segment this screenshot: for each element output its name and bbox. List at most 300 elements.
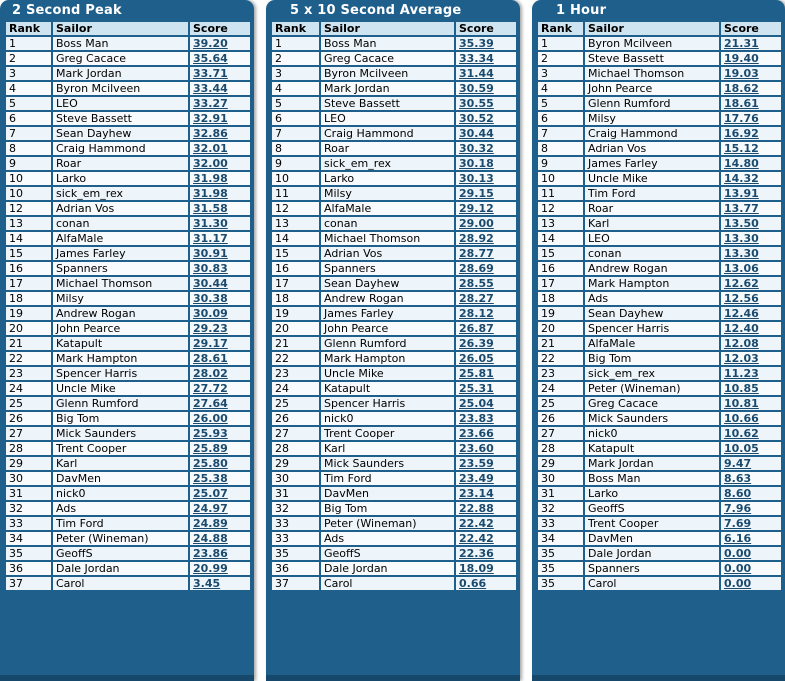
rank-cell: 30 [5, 471, 52, 486]
sailor-cell: Tim Ford [320, 471, 455, 486]
table-row [537, 66, 782, 81]
rank-cell: 7 [271, 126, 320, 141]
table-row [537, 351, 782, 366]
sailor-header: Sailor [320, 21, 455, 36]
rank-cell: 12 [271, 201, 320, 216]
score-link[interactable]: 12.40 [720, 321, 782, 336]
rank-cell: 25 [271, 396, 320, 411]
score-link[interactable]: 30.09 [189, 306, 251, 321]
score-link[interactable]: 29.17 [189, 336, 251, 351]
score-header: Score [455, 21, 517, 36]
table-row [5, 66, 251, 81]
score-link[interactable]: 32.01 [189, 141, 251, 156]
rank-cell: 3 [271, 66, 320, 81]
score-link[interactable]: 23.60 [455, 441, 517, 456]
table-row [271, 291, 517, 306]
score-link[interactable]: 28.61 [189, 351, 251, 366]
score-link[interactable]: 32.91 [189, 111, 251, 126]
score-link[interactable]: 7.96 [720, 501, 782, 516]
table-row [537, 141, 782, 156]
rank-cell: 6 [271, 111, 320, 126]
table-row [271, 111, 517, 126]
table-row [271, 486, 517, 501]
rank-cell: 23 [271, 366, 320, 381]
sailor-cell: Mick Saunders [320, 456, 455, 471]
rank-cell: 35 [537, 561, 584, 576]
score-link[interactable]: 31.98 [189, 171, 251, 186]
score-link[interactable]: 29.23 [189, 321, 251, 336]
sailor-cell: Steve Bassett [320, 96, 455, 111]
score-link[interactable]: 27.72 [189, 381, 251, 396]
sailor-cell: James Farley [320, 306, 455, 321]
sailor-cell: Dale Jordan [320, 561, 455, 576]
score-link[interactable]: 30.13 [455, 171, 517, 186]
rank-cell: 24 [5, 381, 52, 396]
rank-cell: 21 [537, 336, 584, 351]
rank-cell: 13 [271, 216, 320, 231]
sailor-cell: Larko [320, 171, 455, 186]
table-row [537, 501, 782, 516]
score-link[interactable]: 28.69 [455, 261, 517, 276]
leaderboard-table [4, 20, 252, 592]
sailor-cell: Larko [52, 171, 189, 186]
score-link[interactable]: 23.86 [189, 546, 251, 561]
score-link[interactable]: 30.52 [455, 111, 517, 126]
score-link[interactable]: 30.55 [455, 96, 517, 111]
table-row [537, 126, 782, 141]
rank-cell: 5 [271, 96, 320, 111]
score-link[interactable]: 13.30 [720, 246, 782, 261]
table-row [271, 231, 517, 246]
sailor-header: Sailor [584, 21, 720, 36]
score-link[interactable]: 31.58 [189, 201, 251, 216]
rank-cell: 6 [537, 111, 584, 126]
score-link[interactable]: 13.30 [720, 231, 782, 246]
rank-cell: 35 [271, 546, 320, 561]
rank-cell: 24 [271, 381, 320, 396]
score-link[interactable]: 24.88 [189, 531, 251, 546]
sailor-cell: Peter (Wineman) [52, 531, 189, 546]
score-link[interactable]: 32.86 [189, 126, 251, 141]
table-row [271, 141, 517, 156]
table-row [5, 531, 251, 546]
sailor-cell: nick0 [584, 426, 720, 441]
score-link[interactable]: 23.49 [455, 471, 517, 486]
score-link[interactable]: 31.17 [189, 231, 251, 246]
table-row [271, 351, 517, 366]
table-row [271, 336, 517, 351]
score-link[interactable]: 30.44 [455, 126, 517, 141]
rank-cell: 31 [5, 486, 52, 501]
score-link[interactable]: 0.00 [720, 546, 782, 561]
sailor-cell: Trent Cooper [584, 516, 720, 531]
rank-cell: 14 [5, 231, 52, 246]
sailor-cell: Boss Man [584, 471, 720, 486]
score-link[interactable]: 23.66 [455, 426, 517, 441]
sailor-cell: John Pearce [52, 321, 189, 336]
rank-cell: 35 [537, 546, 584, 561]
table-row [5, 381, 251, 396]
score-link[interactable]: 30.59 [455, 81, 517, 96]
table-row [271, 186, 517, 201]
panel-title: 5 x 10 Second Average [290, 3, 462, 18]
sailor-cell: John Pearce [584, 81, 720, 96]
table-row [5, 141, 251, 156]
score-link[interactable]: 22.88 [455, 501, 517, 516]
rank-header: Rank [271, 21, 320, 36]
table-row [537, 486, 782, 501]
table-row [537, 81, 782, 96]
score-link[interactable]: 23.59 [455, 456, 517, 471]
rank-cell: 29 [5, 456, 52, 471]
score-link[interactable]: 29.12 [455, 201, 517, 216]
score-link[interactable]: 12.62 [720, 276, 782, 291]
rank-cell: 26 [271, 411, 320, 426]
rank-cell: 33 [271, 531, 320, 546]
table-row [271, 81, 517, 96]
sailor-cell: LEO [584, 231, 720, 246]
table-row [271, 51, 517, 66]
rank-cell: 29 [271, 456, 320, 471]
score-link[interactable]: 18.61 [720, 96, 782, 111]
sailor-cell: DavMen [52, 471, 189, 486]
score-link[interactable]: 30.18 [455, 156, 517, 171]
rank-cell: 4 [5, 81, 52, 96]
table-row [5, 51, 251, 66]
score-link[interactable]: 29.00 [455, 216, 517, 231]
sailor-cell: Sean Dayhew [52, 126, 189, 141]
score-link[interactable]: 35.64 [189, 51, 251, 66]
sailor-cell: GeoffS [584, 501, 720, 516]
score-link[interactable]: 31.30 [189, 216, 251, 231]
table-row [5, 351, 251, 366]
sailor-cell: Katapult [584, 441, 720, 456]
table-row [537, 531, 782, 546]
score-link[interactable]: 18.09 [455, 561, 517, 576]
score-link[interactable]: 13.06 [720, 261, 782, 276]
table-row [271, 96, 517, 111]
table-row [537, 306, 782, 321]
sailor-cell: GeoffS [52, 546, 189, 561]
rank-cell: 7 [5, 126, 52, 141]
score-link[interactable]: 17.76 [720, 111, 782, 126]
table-row [271, 201, 517, 216]
sailor-cell: LEO [320, 111, 455, 126]
table-row [537, 321, 782, 336]
table-row [5, 561, 251, 576]
score-link[interactable]: 0.00 [720, 576, 782, 591]
score-link[interactable]: 35.39 [455, 36, 517, 51]
score-link[interactable]: 24.97 [189, 501, 251, 516]
sailor-cell: Michael Thomson [320, 231, 455, 246]
score-link[interactable]: 3.45 [189, 576, 251, 591]
table-row [5, 111, 251, 126]
score-link[interactable]: 24.89 [189, 516, 251, 531]
rank-cell: 30 [271, 471, 320, 486]
rank-cell: 37 [271, 576, 320, 591]
sailor-cell: GeoffS [320, 546, 455, 561]
rank-cell: 23 [5, 366, 52, 381]
score-link[interactable]: 23.83 [455, 411, 517, 426]
header-row [537, 21, 782, 36]
sailor-cell: Sean Dayhew [584, 306, 720, 321]
sailor-cell: Byron Mcilveen [320, 66, 455, 81]
rank-cell: 8 [537, 141, 584, 156]
table-row [537, 411, 782, 426]
sailor-cell: DavMen [584, 531, 720, 546]
rank-cell: 21 [5, 336, 52, 351]
table-row [5, 96, 251, 111]
score-link[interactable]: 25.07 [189, 486, 251, 501]
rank-cell: 36 [271, 561, 320, 576]
rank-cell: 8 [5, 141, 52, 156]
rank-cell: 15 [5, 246, 52, 261]
sailor-cell: Uncle Mike [52, 381, 189, 396]
score-link[interactable]: 28.27 [455, 291, 517, 306]
score-link[interactable]: 25.31 [455, 381, 517, 396]
score-link[interactable]: 7.69 [720, 516, 782, 531]
sailor-cell: Trent Cooper [320, 426, 455, 441]
score-link[interactable]: 12.03 [720, 351, 782, 366]
score-link[interactable]: 8.60 [720, 486, 782, 501]
rank-cell: 19 [271, 306, 320, 321]
sailor-cell: sick_em_rex [52, 186, 189, 201]
leaderboard-panel-1-hour [532, 0, 785, 681]
sailor-header: Sailor [52, 21, 189, 36]
score-link[interactable]: 25.80 [189, 456, 251, 471]
rank-cell: 4 [271, 81, 320, 96]
score-link[interactable]: 10.62 [720, 426, 782, 441]
sailor-cell: Carol [584, 576, 720, 591]
score-link[interactable]: 19.40 [720, 51, 782, 66]
rank-cell: 28 [5, 441, 52, 456]
sailor-cell: Mark Hampton [584, 276, 720, 291]
score-link[interactable]: 0.00 [720, 561, 782, 576]
table-row [537, 171, 782, 186]
score-link[interactable]: 12.46 [720, 306, 782, 321]
table-row [271, 501, 517, 516]
table-row [5, 261, 251, 276]
sailor-cell: James Farley [584, 156, 720, 171]
score-link[interactable]: 30.83 [189, 261, 251, 276]
sailor-cell: conan [320, 216, 455, 231]
rank-cell: 29 [537, 456, 584, 471]
rank-cell: 36 [5, 561, 52, 576]
score-link[interactable]: 30.91 [189, 246, 251, 261]
rank-cell: 35 [5, 546, 52, 561]
table-row [5, 456, 251, 471]
score-link[interactable]: 19.03 [720, 66, 782, 81]
rank-cell: 7 [537, 126, 584, 141]
score-link[interactable]: 26.87 [455, 321, 517, 336]
rank-cell: 9 [271, 156, 320, 171]
sailor-cell: Karl [584, 216, 720, 231]
leaderboard-table [536, 20, 783, 592]
rank-cell: 14 [537, 231, 584, 246]
rank-cell: 18 [537, 291, 584, 306]
table-row [5, 486, 251, 501]
table-row [537, 576, 782, 591]
table-row [537, 546, 782, 561]
score-header: Score [189, 21, 251, 36]
score-link[interactable]: 13.50 [720, 216, 782, 231]
rank-cell: 32 [5, 501, 52, 516]
score-link[interactable]: 11.23 [720, 366, 782, 381]
score-link[interactable]: 10.05 [720, 441, 782, 456]
score-link[interactable]: 22.42 [455, 531, 517, 546]
score-link[interactable]: 6.16 [720, 531, 782, 546]
rank-cell: 37 [5, 576, 52, 591]
table-row [271, 531, 517, 546]
rank-cell: 16 [537, 261, 584, 276]
score-link[interactable]: 27.64 [189, 396, 251, 411]
rank-cell: 6 [5, 111, 52, 126]
sailor-cell: Milsy [584, 111, 720, 126]
sailor-cell: Craig Hammond [52, 141, 189, 156]
score-link[interactable]: 13.91 [720, 186, 782, 201]
score-link[interactable]: 33.44 [189, 81, 251, 96]
score-link[interactable]: 0.66 [455, 576, 517, 591]
score-link[interactable]: 30.44 [189, 276, 251, 291]
rank-cell: 21 [271, 336, 320, 351]
rank-cell: 20 [271, 321, 320, 336]
leaderboard-panel-5x10-second-average [266, 0, 520, 681]
score-link[interactable]: 25.89 [189, 441, 251, 456]
score-link[interactable]: 39.20 [189, 36, 251, 51]
table-row [5, 291, 251, 306]
table-row [271, 321, 517, 336]
table-row [5, 36, 251, 51]
sailor-cell: Mark Hampton [52, 351, 189, 366]
score-link[interactable]: 14.80 [720, 156, 782, 171]
score-link[interactable]: 10.85 [720, 381, 782, 396]
score-link[interactable]: 25.93 [189, 426, 251, 441]
sailor-cell: Andrew Rogan [320, 291, 455, 306]
score-link[interactable]: 14.32 [720, 171, 782, 186]
sailor-cell: Roar [52, 156, 189, 171]
table-row [271, 471, 517, 486]
rank-cell: 28 [537, 441, 584, 456]
score-link[interactable]: 28.55 [455, 276, 517, 291]
table-row [271, 246, 517, 261]
rank-cell: 3 [537, 66, 584, 81]
score-link[interactable]: 30.38 [189, 291, 251, 306]
table-row [5, 471, 251, 486]
score-link[interactable]: 30.32 [455, 141, 517, 156]
table-row [5, 186, 251, 201]
table-row [537, 336, 782, 351]
table-row [271, 411, 517, 426]
rank-cell: 15 [271, 246, 320, 261]
score-link[interactable]: 33.71 [189, 66, 251, 81]
score-link[interactable]: 29.15 [455, 186, 517, 201]
rank-cell: 23 [537, 366, 584, 381]
score-link[interactable]: 31.98 [189, 186, 251, 201]
score-link[interactable]: 20.99 [189, 561, 251, 576]
sailor-cell: Roar [320, 141, 455, 156]
rank-cell: 24 [537, 381, 584, 396]
score-link[interactable]: 28.92 [455, 231, 517, 246]
table-row [271, 426, 517, 441]
rank-cell: 34 [537, 531, 584, 546]
sailor-cell: Spencer Harris [320, 396, 455, 411]
table-row [271, 516, 517, 531]
rank-cell: 2 [5, 51, 52, 66]
score-link[interactable]: 12.56 [720, 291, 782, 306]
score-link[interactable]: 9.47 [720, 456, 782, 471]
score-link[interactable]: 32.00 [189, 156, 251, 171]
score-link[interactable]: 33.27 [189, 96, 251, 111]
score-link[interactable]: 22.42 [455, 516, 517, 531]
score-link[interactable]: 26.00 [189, 411, 251, 426]
panel-title: 2 Second Peak [12, 3, 122, 18]
sailor-cell: Larko [584, 486, 720, 501]
sailor-cell: Glenn Rumford [584, 96, 720, 111]
score-link[interactable]: 25.81 [455, 366, 517, 381]
score-link[interactable]: 12.08 [720, 336, 782, 351]
rank-cell: 9 [537, 156, 584, 171]
score-link[interactable]: 28.02 [189, 366, 251, 381]
rank-cell: 27 [537, 426, 584, 441]
table-row [5, 411, 251, 426]
rank-cell: 10 [5, 186, 52, 201]
sailor-cell: Dale Jordan [584, 546, 720, 561]
rank-cell: 2 [271, 51, 320, 66]
score-link[interactable]: 26.39 [455, 336, 517, 351]
score-link[interactable]: 18.62 [720, 81, 782, 96]
table-row [271, 576, 517, 591]
score-link[interactable]: 31.44 [455, 66, 517, 81]
score-link[interactable]: 16.92 [720, 126, 782, 141]
sailor-cell: Milsy [320, 186, 455, 201]
sailor-cell: Andrew Rogan [52, 306, 189, 321]
sailor-cell: Steve Bassett [52, 111, 189, 126]
sailor-cell: LEO [52, 96, 189, 111]
score-link[interactable]: 13.77 [720, 201, 782, 216]
score-link[interactable]: 10.66 [720, 411, 782, 426]
table-row [271, 126, 517, 141]
table-row [537, 231, 782, 246]
sailor-cell: Ads [584, 291, 720, 306]
rank-cell: 33 [5, 516, 52, 531]
table-row [537, 396, 782, 411]
table-row [537, 276, 782, 291]
sailor-cell: Spanners [320, 261, 455, 276]
score-link[interactable]: 10.81 [720, 396, 782, 411]
table-row [5, 366, 251, 381]
score-link[interactable]: 26.05 [455, 351, 517, 366]
score-link[interactable]: 28.12 [455, 306, 517, 321]
table-row [5, 216, 251, 231]
header-row [5, 21, 251, 36]
score-link[interactable]: 21.31 [720, 36, 782, 51]
score-link[interactable]: 25.04 [455, 396, 517, 411]
rank-cell: 26 [5, 411, 52, 426]
table-row [537, 216, 782, 231]
score-link[interactable]: 28.77 [455, 246, 517, 261]
score-link[interactable]: 22.36 [455, 546, 517, 561]
table-row [5, 321, 251, 336]
score-link[interactable]: 15.12 [720, 141, 782, 156]
table-row [5, 126, 251, 141]
score-link[interactable]: 8.63 [720, 471, 782, 486]
score-link[interactable]: 33.34 [455, 51, 517, 66]
table-row [271, 36, 517, 51]
rank-cell: 20 [537, 321, 584, 336]
score-link[interactable]: 25.38 [189, 471, 251, 486]
rank-cell: 19 [537, 306, 584, 321]
score-link[interactable]: 23.14 [455, 486, 517, 501]
